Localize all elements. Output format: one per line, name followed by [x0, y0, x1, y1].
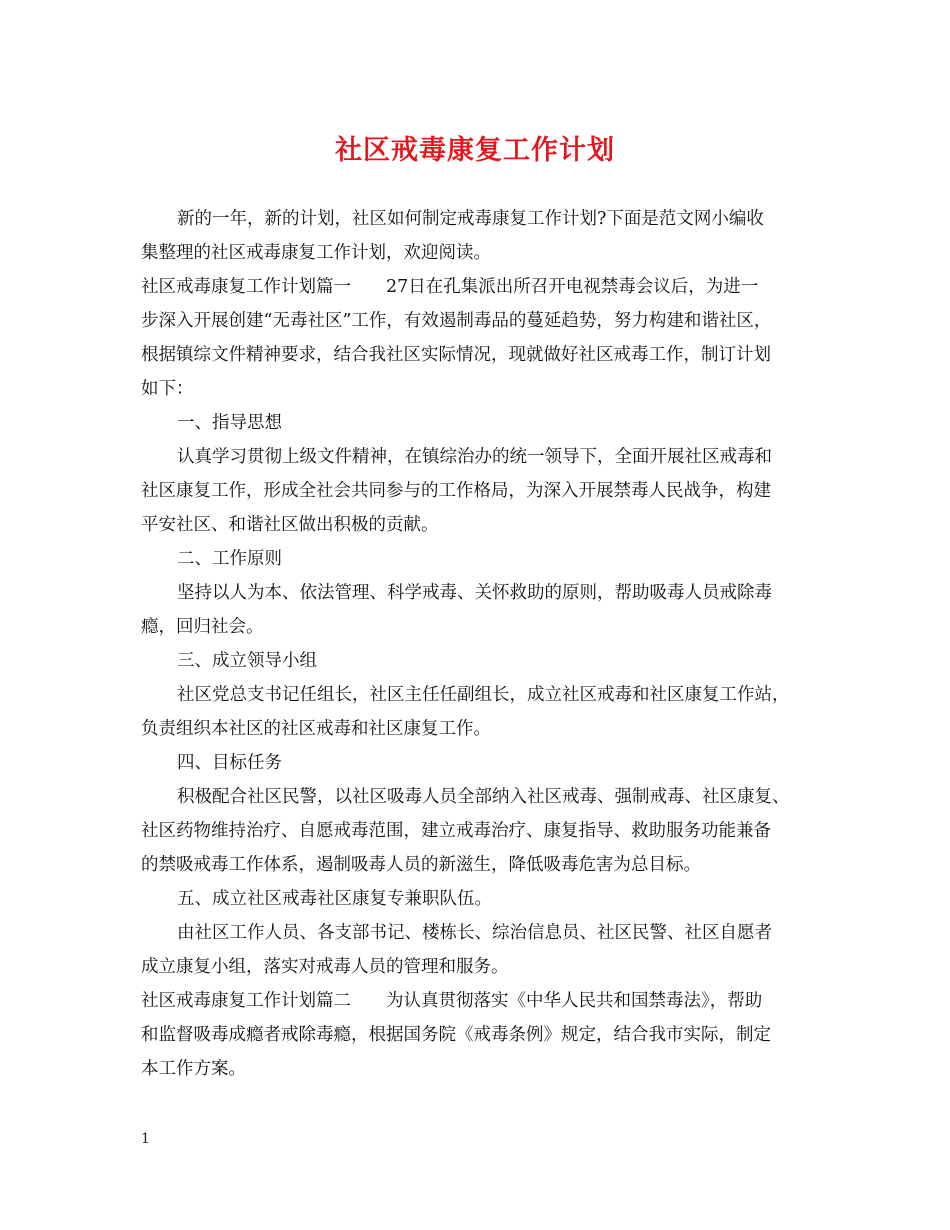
- text-line: 认真学习贯彻上级文件精神，在镇综治办的统一领导下，全面开展社区戒毒和: [177, 447, 772, 467]
- text-line: 坚持以人为本、依法管理、科学戒毒、关怀救助的原则，帮助吸毒人员戒除毒: [177, 583, 772, 603]
- page-number: 1: [141, 1131, 150, 1147]
- text-line: 社区戒毒康复工作计划篇一 27日在孔集派出所召开电视禁毒会议后，为进一: [141, 277, 759, 297]
- text-line: 一、指导思想: [177, 413, 282, 433]
- text-line: 本工作方案。: [141, 1059, 246, 1079]
- text-line: 社区药物维持治疗、自愿戒毒范围，建立戒毒治疗、康复指导、救助服务功能兼备: [141, 821, 771, 841]
- text-line: 社区康复工作，形成全社会共同参与的工作格局，为深入开展禁毒人民战争，构建: [141, 481, 771, 501]
- document-body: [141, 202, 821, 1086]
- text-line: 社区党总支书记任组长，社区主任任副组长，成立社区戒毒和社区康复工作站，: [177, 685, 790, 705]
- text-line: 根据镇综文件精神要求，结合我社区实际情况，现就做好社区戒毒工作，制订计划: [141, 345, 771, 365]
- text-line: 社区戒毒康复工作计划篇二 为认真贯彻落实《中华人民共和国禁毒法》，帮助: [141, 991, 763, 1011]
- text-line: 步深入开展创建“无毒社区”工作，有效遏制毒品的蔓延趋势，努力构建和谐社区，: [141, 311, 772, 331]
- text-line: 集整理的社区戒毒康复工作计划，欢迎阅读。: [141, 243, 491, 263]
- text-line: 五、成立社区戒毒社区康复专兼职队伍。: [177, 889, 492, 909]
- text-line: 由社区工作人员、各支部书记、楼栋长、综治信息员、社区民警、社区自愿者: [177, 923, 772, 943]
- text-line: 和监督吸毒成瘾者戒除毒瘾，根据国务院《戒毒条例》规定，结合我市实际，制定: [141, 1025, 771, 1045]
- text-line: 如下：: [141, 379, 194, 399]
- text-line: 负责组织本社区的社区戒毒和社区康复工作。: [141, 719, 491, 739]
- text-line: 新的一年，新的计划，社区如何制定戒毒康复工作计划?下面是范文网小编收: [177, 209, 764, 229]
- text-line: 二、工作原则: [177, 549, 282, 569]
- text-line: 成立康复小组，落实对戒毒人员的管理和服务。: [141, 957, 509, 977]
- text-line: 三、成立领导小组: [177, 651, 317, 671]
- text-line: 四、目标任务: [177, 753, 282, 773]
- text-line: 积极配合社区民警，以社区吸毒人员全部纳入社区戒毒、强制戒毒、社区康复、: [177, 787, 790, 807]
- text-line: 平安社区、和谐社区做出积极的贡献。: [141, 515, 439, 535]
- text-line: 瘾，回归社会。: [141, 617, 264, 637]
- text-line: 的禁吸戒毒工作体系，遏制吸毒人员的新滋生，降低吸毒危害为总目标。: [141, 855, 701, 875]
- document-title: 社区戒毒康复工作计划: [335, 135, 615, 166]
